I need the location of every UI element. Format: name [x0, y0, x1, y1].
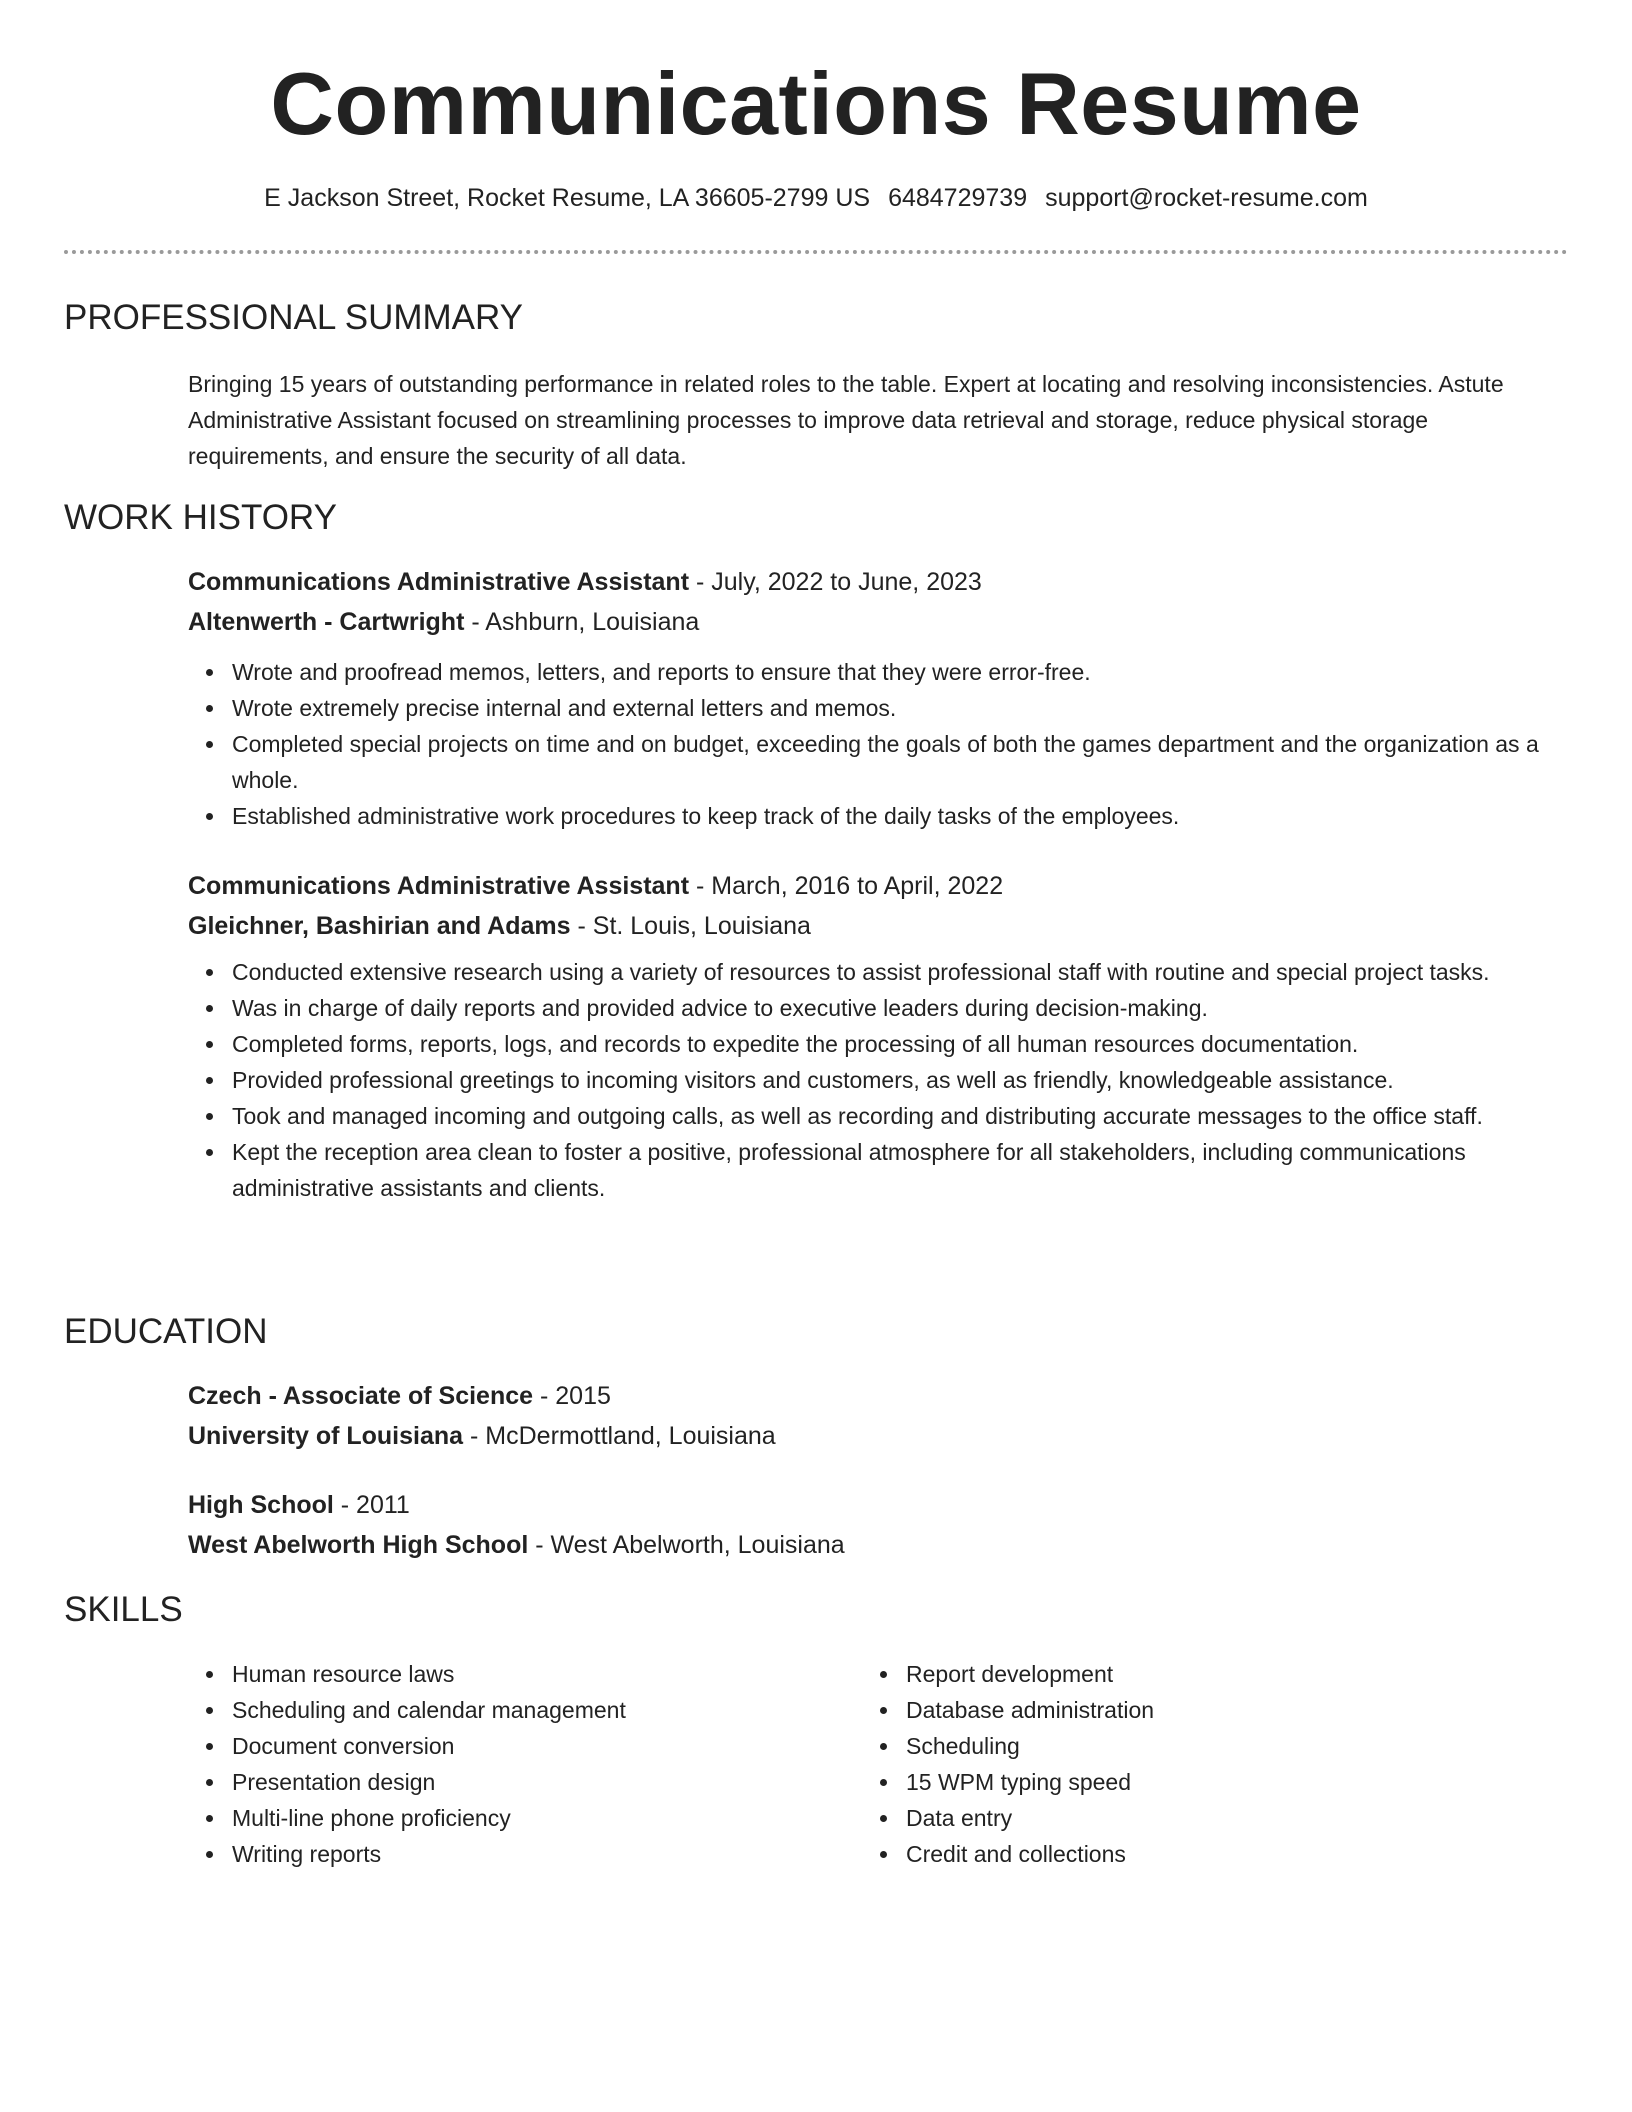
job-location: - Ashburn, Louisiana: [464, 608, 700, 636]
degree-year: - 2011: [333, 1491, 410, 1519]
skills-column-right: [862, 1656, 1502, 1872]
skills-list: [188, 1656, 828, 1872]
list-item: Scheduling: [906, 1728, 1502, 1764]
job-bullets: [188, 654, 1568, 834]
job-company-line: [188, 906, 1568, 946]
contact-line: [0, 180, 1632, 216]
header-divider: [64, 250, 1568, 254]
school-line: [188, 1416, 1568, 1456]
degree-line: [188, 1485, 1568, 1525]
job-entry: [188, 866, 1568, 1206]
list-item: Multi-line phone proficiency: [232, 1800, 828, 1836]
job-entry: [188, 562, 1568, 834]
list-item: Data entry: [906, 1800, 1502, 1836]
list-item: 15 WPM typing speed: [906, 1764, 1502, 1800]
job-position: Communications Administrative Assistant: [188, 568, 690, 596]
skills-column-left: [188, 1656, 828, 1872]
list-item: Took and managed incoming and outgoing calls, as well as recording and distributing accurate messages to the office staff.: [232, 1098, 1568, 1134]
job-company-line: [188, 602, 1568, 642]
list-item: Wrote extremely precise internal and external letters and memos.: [232, 690, 1568, 726]
list-item: Wrote and proofread memos, letters, and reports to ensure that they were error-free.: [232, 654, 1568, 690]
degree-line: [188, 1376, 1568, 1416]
degree-year: - 2015: [533, 1382, 611, 1410]
education-heading: EDUCATION: [64, 1312, 268, 1351]
list-item: Kept the reception area clean to foster a positive, professional atmosphere for all stakeholders, including communications administrative assistants and clients.: [232, 1134, 1568, 1206]
list-item: Provided professional greetings to incoming visitors and customers, as well as friendly, knowledgeable assistance.: [232, 1062, 1568, 1098]
degree-name: High School: [188, 1491, 334, 1519]
degree-name: Czech - Associate of Science: [188, 1382, 534, 1410]
list-item: Presentation design: [232, 1764, 828, 1800]
school-line: [188, 1525, 1568, 1565]
work-history-heading: WORK HISTORY: [64, 498, 337, 537]
list-item: Human resource laws: [232, 1656, 828, 1692]
education-entry: [188, 1376, 1568, 1456]
list-item: Credit and collections: [906, 1836, 1502, 1872]
list-item: Document conversion: [232, 1728, 828, 1764]
job-dates: - March, 2016 to April, 2022: [689, 872, 1004, 900]
list-item: Established administrative work procedures to keep track of the daily tasks of the employees.: [232, 798, 1568, 834]
resume-name: Communications Resume: [270, 54, 1362, 153]
list-item: Database administration: [906, 1692, 1502, 1728]
skills-heading: SKILLS: [64, 1590, 183, 1629]
list-item: Was in charge of daily reports and provided advice to executive leaders during decision-making.: [232, 990, 1568, 1026]
list-item: Completed forms, reports, logs, and records to expedite the processing of all human resources documentation.: [232, 1026, 1568, 1062]
job-bullets: [188, 954, 1568, 1206]
skills-list: [862, 1656, 1502, 1872]
school-location: - West Abelworth, Louisiana: [528, 1531, 845, 1559]
job-dates: - July, 2022 to June, 2023: [689, 568, 982, 596]
job-location: - St. Louis, Louisiana: [570, 912, 811, 940]
contact-email[interactable]: support@rocket-resume.com: [1045, 184, 1368, 212]
education-entry: [188, 1485, 1568, 1565]
contact-phone: 6484729739: [888, 184, 1028, 212]
summary-text: Bringing 15 years of outstanding performance in related roles to the table. Expert at locating and resolving inconsistencies. Astute Administrative Assistant focused on streamlining processes to improve data retrieval and storage, reduce physical storage requirements, and ensure the security of all data.: [188, 371, 1504, 469]
list-item: Conducted extensive research using a variety of resources to assist professional staff with routine and special project tasks.: [232, 954, 1568, 990]
contact-address: E Jackson Street, Rocket Resume, LA 36605-2799 US: [264, 184, 871, 212]
job-company: Gleichner, Bashirian and Adams: [188, 912, 571, 940]
job-title-line: [188, 562, 1568, 602]
school-name: University of Louisiana: [188, 1422, 464, 1450]
list-item: Completed special projects on time and on budget, exceeding the goals of both the games department and the organization as a whole.: [232, 726, 1568, 798]
job-position: Communications Administrative Assistant: [188, 872, 690, 900]
school-name: West Abelworth High School: [188, 1531, 529, 1559]
summary-heading: PROFESSIONAL SUMMARY: [64, 298, 523, 337]
list-item: Report development: [906, 1656, 1502, 1692]
list-item: Writing reports: [232, 1836, 828, 1872]
list-item: Scheduling and calendar management: [232, 1692, 828, 1728]
job-company: Altenwerth - Cartwright: [188, 608, 465, 636]
job-title-line: [188, 866, 1568, 906]
school-location: - McDermottland, Louisiana: [463, 1422, 776, 1450]
